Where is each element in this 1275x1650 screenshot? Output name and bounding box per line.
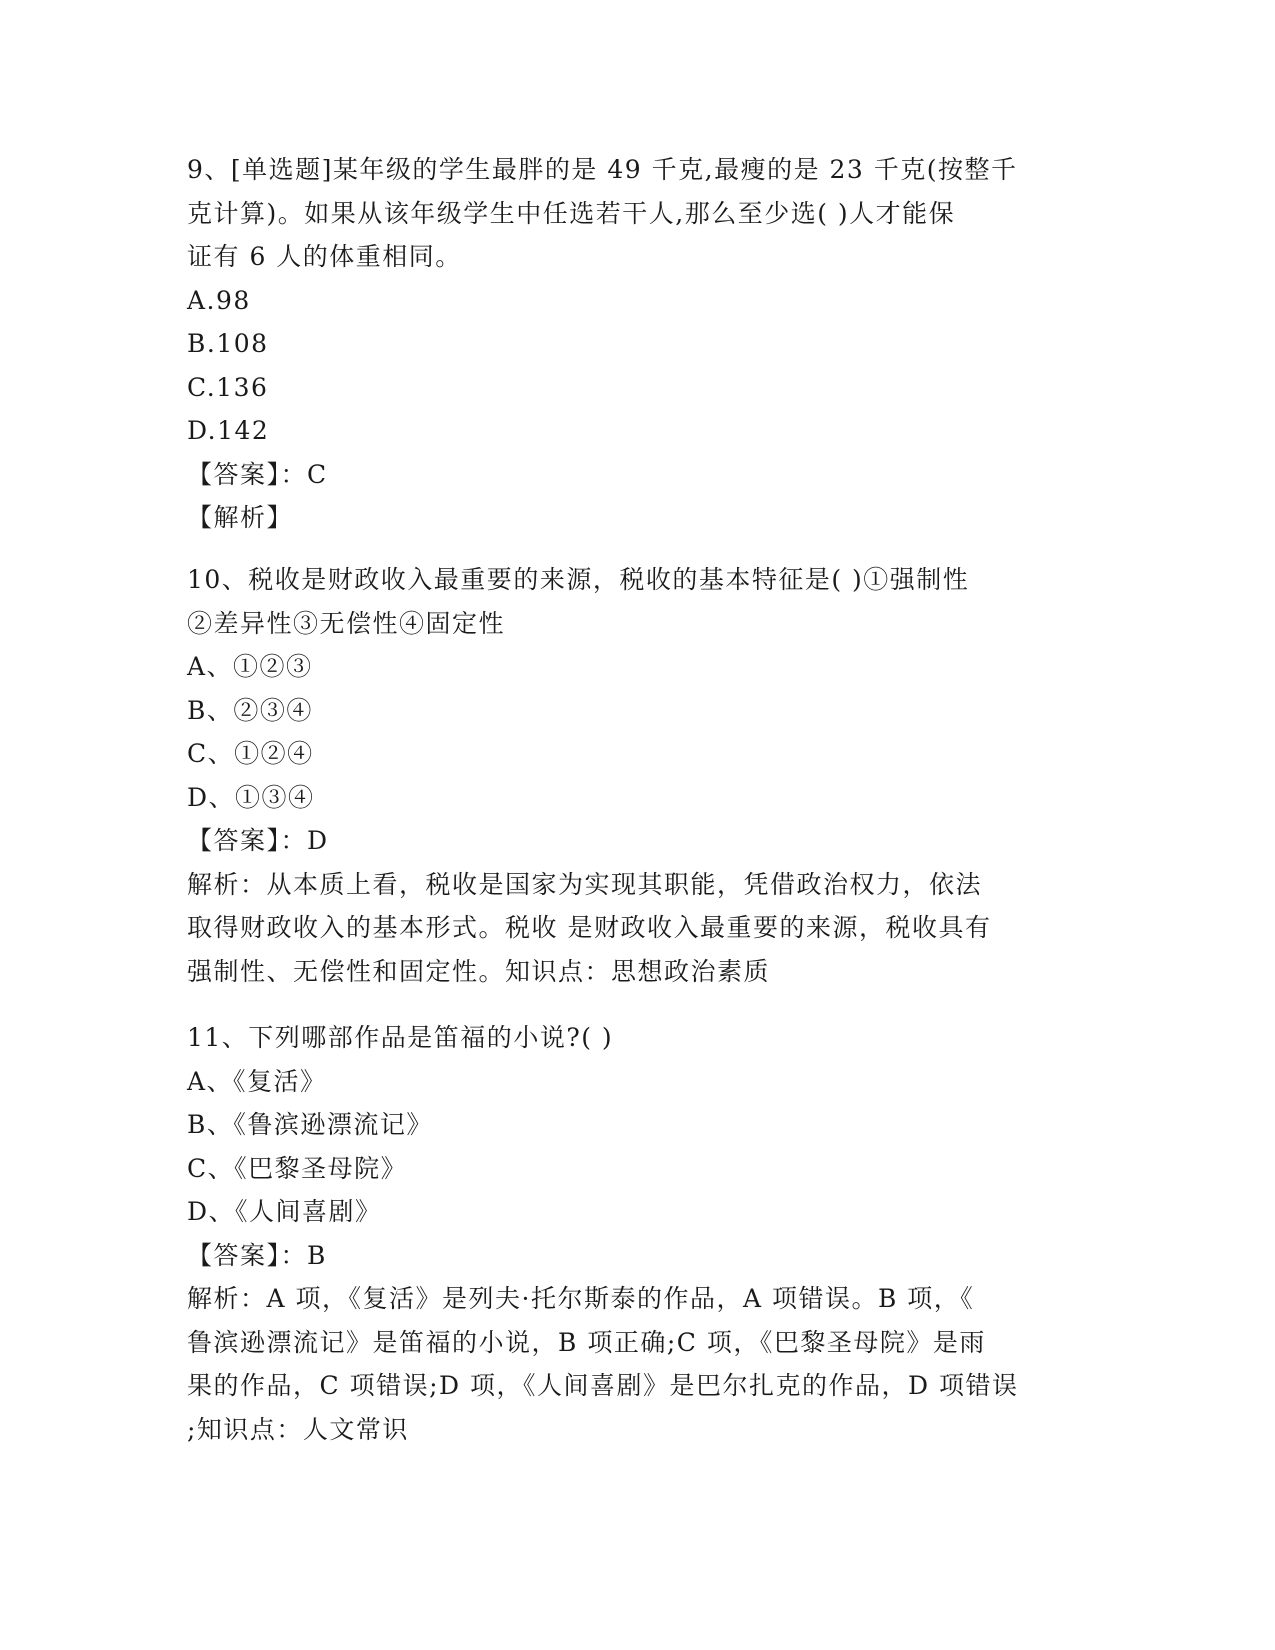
question-10: [187, 558, 1087, 993]
option-a: A.98: [187, 285, 251, 315]
option-a: A、①②③: [187, 652, 313, 681]
question-stem-line: 11、下列哪部作品是笛福的小说?( ): [187, 1023, 614, 1052]
question-11: [187, 1016, 1087, 1451]
option-d: D、《人间喜剧》: [187, 1197, 382, 1226]
option-d: D.142: [187, 416, 270, 445]
option-b: B.108: [187, 329, 269, 358]
question-9: [187, 148, 1087, 540]
analysis-line: 解析：A 项，《复活》是列夫·托尔斯泰的作品，A 项错误。B 项，《: [187, 1284, 975, 1313]
answer-line: 【答案】：C: [187, 459, 328, 489]
question-stem-line: ②差异性③无偿性④固定性: [187, 608, 506, 638]
analysis-line: 果的作品，C 项错误;D 项，《人间喜剧》是巴尔扎克的作品，D 项错误: [187, 1371, 1019, 1400]
answer-line: 【答案】：D: [187, 826, 329, 855]
option-b: B、《鲁滨逊漂流记》: [187, 1110, 433, 1139]
option-a: A、《复活》: [187, 1066, 327, 1096]
option-b: B、②③④: [187, 695, 313, 725]
analysis-line: 鲁滨逊漂流记》是笛福的小说，B 项正确;C 项，《巴黎圣母院》是雨: [187, 1327, 986, 1357]
question-stem-line: 9、[单选题]某年级的学生最胖的是 49 千克,最瘦的是 23 千克(按整千: [187, 155, 1018, 184]
option-c: C.136: [187, 372, 269, 402]
option-c: C、《巴黎圣母院》: [187, 1153, 408, 1183]
analysis-line: 解析：从本质上看，税收是国家为实现其职能，凭借政治权力，依法: [187, 869, 983, 899]
analysis-line: 强制性、无偿性和固定性。知识点：思想政治素质: [187, 956, 771, 986]
question-stem-line: 10、税收是财政收入最重要的来源，税收的基本特征是( )①强制性: [187, 565, 970, 594]
question-stem-line: 证有 6 人的体重相同。: [187, 242, 462, 271]
analysis-line: 【解析】: [187, 503, 294, 532]
analysis-line: ;知识点：人文常识: [187, 1414, 409, 1444]
answer-line: 【答案】：B: [187, 1240, 327, 1270]
option-c: C、①②④: [187, 739, 314, 768]
analysis-line: 取得财政收入的基本形式。税收 是财政收入最重要的来源，税收具有: [187, 913, 992, 942]
question-stem-line: 克计算)。如果从该年级学生中任选若干人,那么至少选( )人才能保: [187, 198, 956, 228]
option-d: D、①③④: [187, 782, 315, 812]
